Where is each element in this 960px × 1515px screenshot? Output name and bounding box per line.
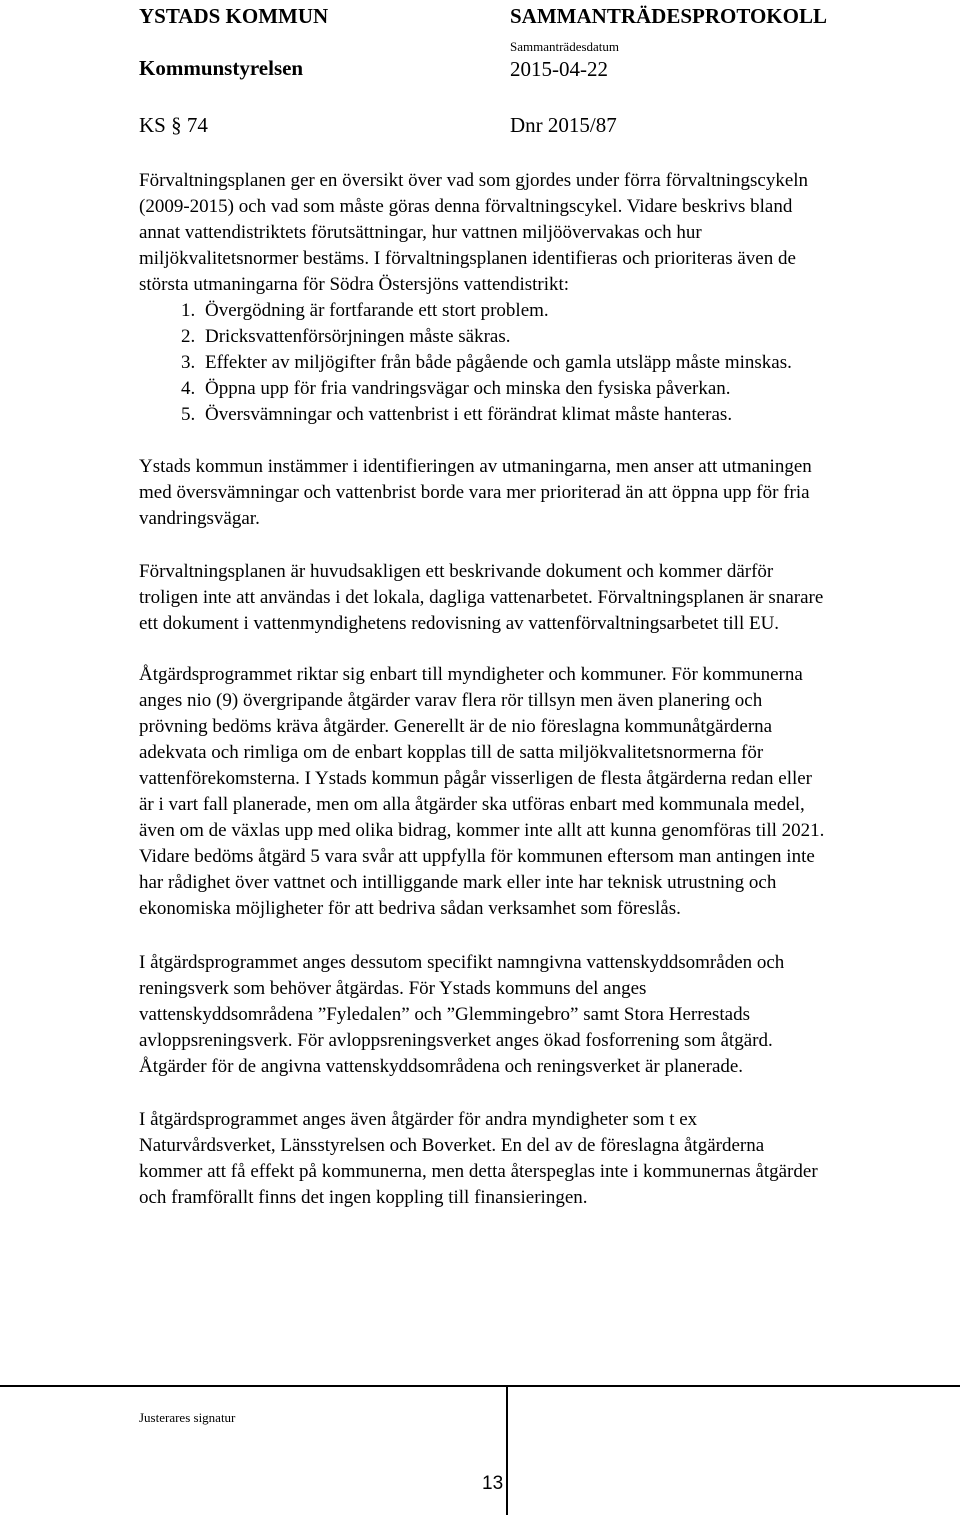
text-line: (2009-2015) och vad som måste göras denna förvaltningscykel. Vidare beskrivs bland xyxy=(139,196,793,217)
list-text: Effekter av miljögifter från både pågående och gamla utsläpp måste minskas. xyxy=(205,352,792,373)
paragraph-instammer xyxy=(139,454,959,532)
page-number: 13 xyxy=(482,1473,504,1494)
challenges-list xyxy=(181,298,951,428)
text-line: miljökvalitetsnormer bestäms. I förvaltningsplanen identifieras och prioriteras även de xyxy=(139,248,796,269)
list-item xyxy=(181,350,951,376)
list-number: 1. xyxy=(181,300,196,321)
text-line: även om de växlas upp med olika bidrag, kommer inte allt att kunna genomföras till 2021. xyxy=(139,820,825,841)
list-text: Dricksvattenförsörjningen måste säkras. xyxy=(205,326,511,347)
text-line: prövning bedöms kräva åtgärder. Generellt är de nio föreslagna kommunåtgärderna xyxy=(139,716,773,737)
list-item xyxy=(181,376,951,402)
paragraph-atgardsprogram xyxy=(139,662,959,922)
list-number: 5. xyxy=(181,404,196,425)
list-text: Översvämningar och vattenbrist i ett förändrat klimat måste hanteras. xyxy=(205,404,733,425)
text-line: Vidare bedöms åtgärd 5 vara svår att uppfylla för kommunen eftersom man antingen inte xyxy=(139,846,815,867)
text-line: har rådighet över vattnet och intilliggande mark eller inte har teknisk utrustning och xyxy=(139,872,777,893)
board-name: Kommunstyrelsen xyxy=(139,56,304,80)
text-line: reningsverk som behöver åtgärdas. För Ystads kommuns del anges xyxy=(139,978,647,999)
text-line: adekvata och rimliga om de enbart kopplas till de satta miljökvalitetsnormerna för xyxy=(139,742,764,763)
case-number: KS § 74 xyxy=(139,113,208,137)
list-text: Öppna upp för fria vandringsvägar och minska den fysiska påverkan. xyxy=(205,378,731,399)
document-type: SAMMANTRÄDESPROTOKOLL xyxy=(510,4,827,28)
list-number: 3. xyxy=(181,352,196,373)
paragraph-andra-myndigheter xyxy=(139,1107,959,1211)
paragraph-vattenskydd xyxy=(139,950,959,1080)
list-number: 2. xyxy=(181,326,196,347)
text-line: är i vart fall planerade, men om alla åtgärder ska utföras enbart med kommunala medel, xyxy=(139,794,805,815)
text-line: I åtgärdsprogrammet anges även åtgärder för andra myndigheter som t ex xyxy=(139,1109,698,1130)
text-line: Förvaltningsplanen är huvudsakligen ett beskrivande dokument och kommer därför xyxy=(139,561,774,582)
text-line: Åtgärder för de angivna vattenskyddsområdena och reningsverket är planerade. xyxy=(139,1056,744,1077)
list-item xyxy=(181,402,951,428)
text-line: vandringsvägar. xyxy=(139,508,260,529)
text-line: Förvaltningsplanen ger en översikt över vad som gjordes under förra förvaltningscykeln xyxy=(139,170,809,191)
text-line: Ystads kommun instämmer i identifieringen av utmaningarna, men anser att utmaningen xyxy=(139,456,812,477)
text-line: kommer att få effekt på kommunerna, men detta återspeglas inte i kommunernas åtgärder xyxy=(139,1161,818,1182)
date-label: Sammanträdesdatum xyxy=(510,39,620,54)
text-line: vattenskyddsområdena ”Fyledalen” och ”Glemmingebro” samt Stora Herrestads xyxy=(139,1004,750,1025)
org-name: YSTADS KOMMUN xyxy=(139,4,329,28)
text-line: avloppsreningsverk. För avloppsreningsverket anges ökad fosforrening som åtgärd. xyxy=(139,1030,773,1051)
text-line: Naturvårdsverket, Länsstyrelsen och Boverket. En del av de föreslagna åtgärderna xyxy=(139,1135,765,1156)
text-line: anges nio (9) övergripande åtgärder varav flera rör tillsyn men även planering och xyxy=(139,690,763,711)
meeting-date: 2015-04-22 xyxy=(510,57,608,81)
text-line: och framförallt finns det ingen koppling till finansieringen. xyxy=(139,1187,588,1208)
case-dnr: Dnr 2015/87 xyxy=(510,113,617,137)
text-line: med översvämningar och vattenbrist borde vara mer prioriterad än att öppna upp för fria xyxy=(139,482,810,503)
text-line: Åtgärdsprogrammet riktar sig enbart till myndigheter och kommuner. För kommunerna xyxy=(139,664,803,685)
text-line: vattenförekomsterna. I Ystads kommun pågår visserligen de flesta åtgärderna redan eller xyxy=(139,768,813,789)
text-line: annat vattendistriktets förutsättningar, hur vattnen miljöövervakas och hur xyxy=(139,222,702,243)
list-item xyxy=(181,298,951,324)
signature-label: Justerares signatur xyxy=(139,1410,236,1425)
signature-divider xyxy=(506,1387,508,1515)
paragraph-forvaltningsplan xyxy=(139,559,959,637)
footer-rule xyxy=(0,1385,960,1387)
text-line: I åtgärdsprogrammet anges dessutom specifikt namngivna vattenskyddsområden och xyxy=(139,952,785,973)
text-line: största utmaningarna för Södra Östersjöns vattendistrikt: xyxy=(139,274,570,295)
intro-paragraph xyxy=(139,168,959,298)
text-line: troligen inte att användas i det lokala, dagliga vattenarbetet. Förvaltningsplanen är snarare xyxy=(139,587,824,608)
text-line: ett dokument i vattenmyndighetens redovisning av vattenförvaltningsarbetet till EU. xyxy=(139,613,780,634)
list-text: Övergödning är fortfarande ett stort problem. xyxy=(205,300,549,321)
text-line: ekonomiska möjligheter för att bedriva sådan verksamhet som föreslås. xyxy=(139,898,681,919)
list-number: 4. xyxy=(181,378,196,399)
list-item xyxy=(181,324,951,350)
